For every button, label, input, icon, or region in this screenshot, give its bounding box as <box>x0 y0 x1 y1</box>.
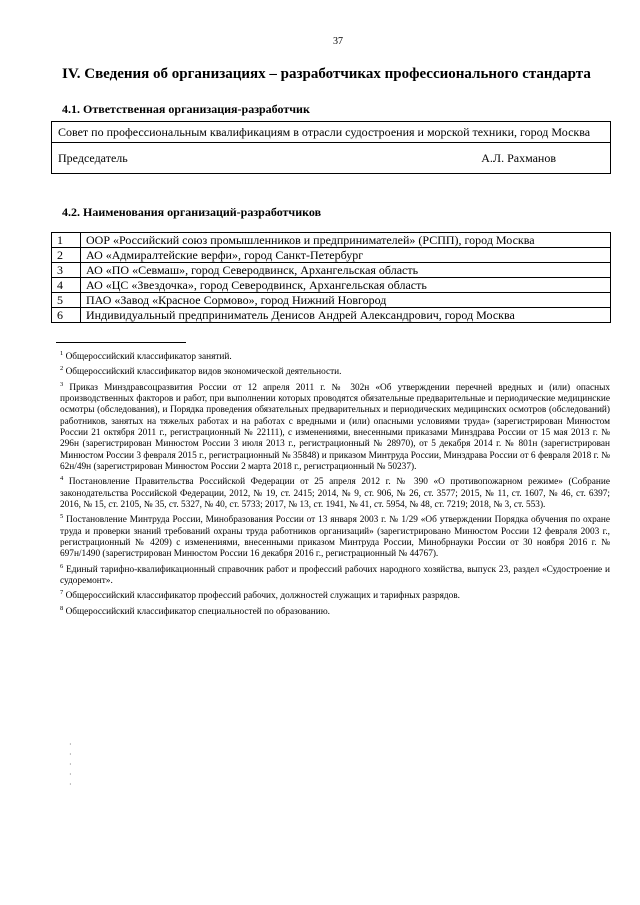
developer-orgs-heading: 4.2. Наименования организаций-разработчиков <box>62 205 322 219</box>
table-row <box>52 278 611 293</box>
footnote-text: Приказ Минздравсоцразвития России от 12 апреля 2011 г. № 302н «Об утверждении перечней вредных и (или) опасных производственных факторов и работ, при выполнении которых проводятся обязательные предварительные и периодические медицинские осмотры (обследования), и Порядка проведения обязательных предварительных и периодических медицинских осмотров (обследований) работников, занятых на тяжелых работах и на работах с вредными и (или) опасными условиями труда» (зарегистрирован Минюстом России 21 октября 2011 г., регистрационный № 22111), с изменениями, внесенными приказами Минздрава России от 15 мая 2013 г. № 296н (зарегистрирован Минюстом России 3 июля 2013 г., регистрационный № 28970), от 5 декабря 2014 г. № 801н (зарегистрирован Минюстом России 3 февраля 2015 г., регистрационный № 35848) и приказом Минтруда России, Минздрава России от 6 февраля 2018 г. № 62н/49н (зарегистрирован Минюстом России 2 марта 2018 г., регистрационный № 50237). <box>60 382 610 472</box>
table-row <box>52 248 611 263</box>
footnote-marker: 5 <box>60 513 64 521</box>
footnote <box>60 603 610 618</box>
footnote-text: Единый тарифно-квалификационный справочник работ и профессий рабочих народного хозяйства, выпуск 23, раздел «Судостроение и судоремонт». <box>60 564 610 586</box>
footnote-text: Общероссийский классификатор видов экономической деятельности. <box>65 367 342 378</box>
row-number: 4 <box>52 278 81 293</box>
footnote-marker: 8 <box>60 604 64 612</box>
table-row <box>52 233 611 248</box>
footnote-divider <box>56 342 186 343</box>
footnote-text: Общероссийский классификатор профессий рабочих, должностей служащих и тарифных разрядов. <box>65 591 460 602</box>
responsible-person: А.Л. Рахманов <box>481 151 556 165</box>
org-name: АО «ПО «Севмаш», город Северодвинск, Архангельская область <box>81 263 611 278</box>
footnote <box>60 363 610 378</box>
footnote-marker: 7 <box>60 589 64 597</box>
footnote <box>60 473 610 511</box>
footnote-marker: 3 <box>60 380 64 388</box>
responsible-org-table <box>51 121 611 174</box>
page-number: 37 <box>333 36 343 47</box>
responsible-position: Председатель <box>58 151 128 165</box>
scan-artifact: · · · · · <box>69 740 72 789</box>
table-row <box>52 293 611 308</box>
footnotes <box>60 348 610 618</box>
footnote <box>60 379 610 473</box>
footnote <box>60 587 610 602</box>
section-title: IV. Сведения об организациях – разработчиках профессионального стандарта <box>62 66 591 82</box>
footnote-text: Постановление Минтруда России, Минобразования России от 13 января 2003 г. № 1/29 «Об утверждении Порядка обучения по охране труда и проверки знаний требований охраны труда работников организаций» (зарегистрировано Минюстом России 12 февраля 2003 г., регистрационный № 4209) с изменениями, внесенными приказом Минтруда России, Минобрнауки России от 30 ноября 2016 г. № 697н/1490 (зарегистрирован Минюстом России 16 декабря 2016 г., регистрационный № 44767). <box>60 515 610 560</box>
footnote-marker: 1 <box>60 350 64 357</box>
footnote <box>60 511 610 560</box>
row-number: 2 <box>52 248 81 263</box>
footnote-text: Постановление Правительства Российской Федерации от 25 апреля 2012 г. № 390 «О противопожарном режиме» (Собрание законодательства Российской Федерации, 2012, № 19, ст. 2415; 2014, № 9, ст. 906, № 26, ст. 3577; 2015, № 11, ст. 1607, № 46, ст. 6397; 2016, № 15, ст. 2105, № 35, ст. 5327, № 40, ст. 5733; 2017, № 13, ст. 1941, № 41, ст. 5954, № 48, ст. 7219; 2018, № 3, ст. 553). <box>60 477 610 510</box>
table-row <box>52 308 611 323</box>
row-number: 5 <box>52 293 81 308</box>
developer-orgs-table <box>51 232 611 323</box>
org-name: АО «Адмиралтейские верфи», город Санкт-Петербург <box>81 248 611 263</box>
responsible-org-name: Совет по профессиональным квалификациям в отрасли судостроения и морской техники, город Москва <box>52 122 611 143</box>
table-row <box>52 263 611 278</box>
org-name: АО «ЦС «Звездочка», город Северодвинск, Архангельская область <box>81 278 611 293</box>
footnote <box>60 348 610 363</box>
org-name: ПАО «Завод «Красное Сормово», город Нижний Новгород <box>81 293 611 308</box>
row-number: 6 <box>52 308 81 323</box>
row-number: 3 <box>52 263 81 278</box>
responsible-person-row <box>52 143 611 174</box>
org-name: ООР «Российский союз промышленников и предпринимателей» (РСПП), город Москва <box>81 233 611 248</box>
row-number: 1 <box>52 233 81 248</box>
org-name: Индивидуальный предприниматель Денисов Андрей Александрович, город Москва <box>81 308 611 323</box>
footnote-marker: 4 <box>60 475 64 483</box>
responsible-org-heading: 4.1. Ответственная организация-разработчик <box>62 102 310 116</box>
footnote-marker: 6 <box>60 562 64 570</box>
responsible-org-row <box>52 122 611 143</box>
footnote-text: Общероссийский классификатор специальностей по образованию. <box>65 606 331 617</box>
footnote <box>60 561 610 588</box>
footnote-text: Общероссийский классификатор занятий. <box>65 352 232 363</box>
footnote-marker: 2 <box>60 365 64 373</box>
